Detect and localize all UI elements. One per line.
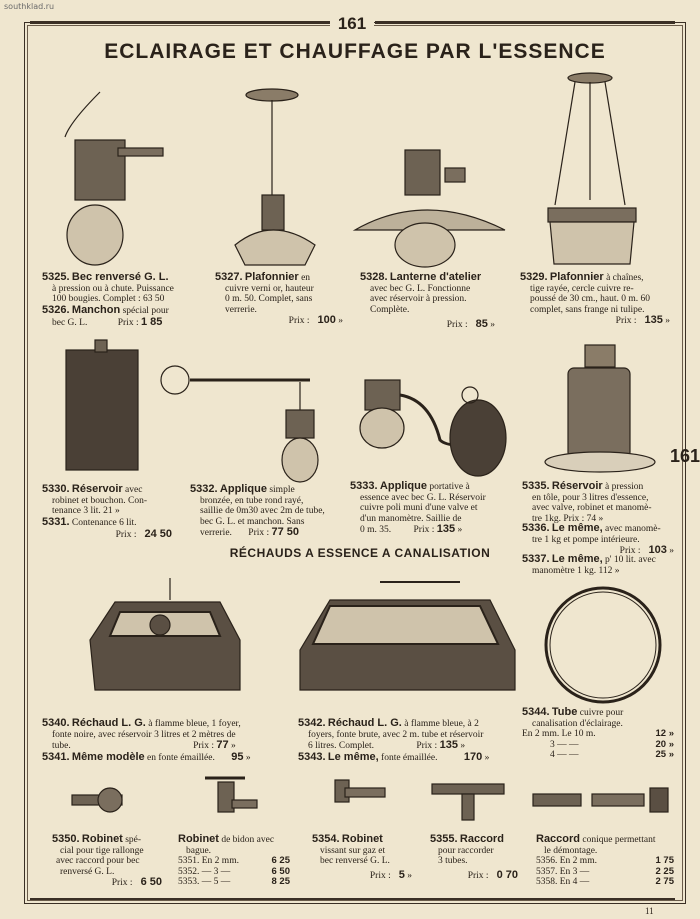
item-5340: 5340. Réchaud L. G. à flamme bleue, 1 foyer, fonte noire, avec réservoir 3 litres et 2 mètres de tube. Prix : 77 »	[42, 717, 241, 751]
item-5326: 5326. Manchon spécial pour bec G. L. Prix : 1 85	[42, 304, 169, 328]
plafonnier-chaines-illustration	[548, 73, 636, 264]
item-5350: 5350. Robinet spé- cial pour tige rallonge avec raccord pour bec renversé G. L. Prix : 6 50	[52, 833, 162, 888]
section-subtitle: RÉCHAUDS A ESSENCE A CANALISATION	[229, 546, 491, 560]
reservoir-illustration	[66, 340, 138, 470]
item-5354: 5354. Robinet vissant sur gaz et bec renversé G. L. Prix : 5 »	[312, 833, 412, 881]
watermark: southklad.ru	[4, 2, 55, 11]
item-5355: 5355. Raccord pour raccorder 3 tubes. Prix : 0 70	[430, 833, 518, 881]
item-5328: 5328. Lanterne d'atelier avec bec G. L. Fonctionne avec réservoir à pression. Complète. Prix : 85 »	[360, 271, 495, 330]
item-5344: 5344. Tube cuivre pour canalisation d'éclairage. En 2 mm. Le 10 m. 12 » 3 — — 20 » 4 — — 25 »	[522, 706, 674, 760]
item-robinet-bidon: Robinet de bidon avec bague. 5351. En 2 mm. 6 25 5352. — 3 — 6 50 5353. — 5 — 8 25	[178, 833, 290, 887]
robinet-bidon-illustration	[205, 778, 257, 812]
robinet-5354-illustration	[335, 780, 385, 802]
item-5325: 5325. Bec renversé G. L. à pression ou à chute. Puissance 100 bougies. Complet : 63 50	[42, 271, 174, 304]
item-5341: 5341. Même modèle en fonte émaillée. 95 »	[42, 751, 251, 763]
item-5342: 5342. Réchaud L. G. à flamme bleue, à 2 foyers, fonte brute, avec 2 m. tube et réservoir 6 litres. Complet. Prix : 135 »	[298, 717, 484, 751]
item-5330: 5330. Réservoir avec robinet et bouchon. Con- tenance 3 lit. 21 »	[42, 483, 147, 516]
rechaud-1-illustration	[90, 578, 240, 690]
applique-portative-illustration	[360, 380, 506, 476]
bottom-mark: 11	[645, 906, 654, 916]
raccord-t-illustration	[432, 784, 504, 820]
item-5332: 5332. Applique simple bronzée, en tube rond rayé, saillie de 0m30 avec 2m de tube, bec G. L. et manchon. Sans verrerie. Prix : 77 50	[190, 483, 325, 538]
page-title: ECLAIRAGE ET CHAUFFAGE PAR L'ESSENCE	[104, 40, 606, 63]
item-5329: 5329. Plafonnier à chaînes, tige rayée, cercle cuivre re- poussé de 30 cm., haut. 0 m. 60 complet, sans frange ni tulipe. Prix : 135 »	[520, 271, 670, 326]
bec-renverse-illustration	[65, 92, 163, 265]
item-5335: 5335. Réservoir à pression en tôle, pour 3 litres d'essence, avec valve, robinet et manomè- tre 1kg. Prix : 74 »	[522, 480, 652, 524]
item-5327: 5327. Plafonnier en cuivre verni or, hauteur 0 m. 50. Complet, sans verrerie. Prix : 100 »	[215, 271, 343, 326]
lanterne-illustration	[355, 150, 505, 267]
page-number: 161	[330, 14, 374, 34]
item-5331: 5331. Contenance 6 lit. Prix : 24 50	[42, 516, 172, 540]
item-raccord-conique: Raccord conique permettant le démontage. 5356. En 2 mm. 1 75 5357. En 3 — 2 25 5358. En 4 — 2 75	[536, 833, 674, 887]
bottom-rule	[30, 898, 675, 900]
item-5337: 5337. Le même, p' 10 lit. avec manomètre 1 kg. 112 »	[522, 553, 656, 576]
reservoir-pression-illustration	[545, 345, 655, 472]
tube-coil-illustration	[546, 588, 660, 702]
plafonnier-illustration	[235, 89, 315, 265]
item-5333: 5333. Applique portative à essence avec bec G. L. Réservoir cuivre poli muni d'une valve et d'un manomètre. Saillie de 0 m. 35. Prix : 135 »	[350, 480, 486, 535]
applique-illustration	[161, 366, 318, 482]
rechaud-2-illustration	[300, 582, 515, 690]
item-5336: 5336. Le même, avec manomè- tre 1 kg et pompe intérieure. Prix : 103 »	[522, 522, 674, 556]
item-5343: 5343. Le même, fonte émaillée. 170 »	[298, 751, 490, 763]
robinet-5350-illustration	[72, 788, 122, 812]
raccord-conique-illustration	[533, 788, 668, 812]
side-tab: 161	[670, 446, 700, 466]
